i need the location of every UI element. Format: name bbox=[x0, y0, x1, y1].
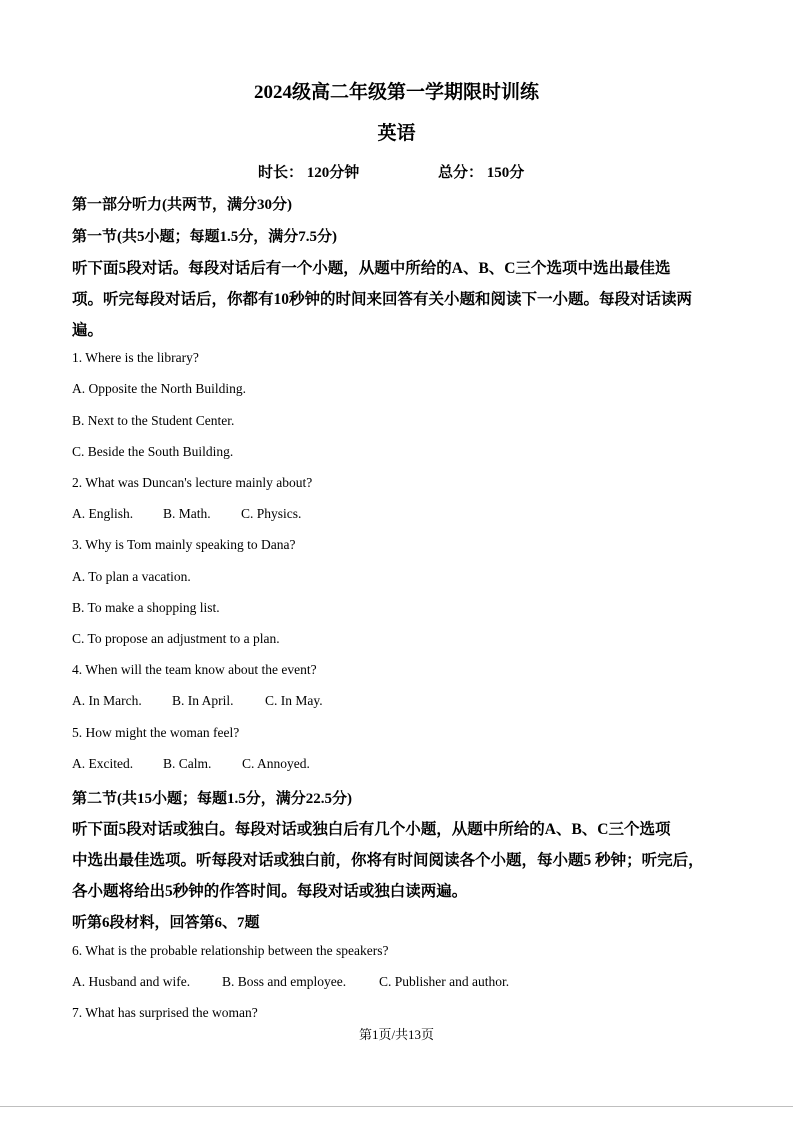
q3-option-b: B. To make a shopping list. bbox=[72, 600, 220, 615]
q6-option-c: C. Publisher and author. bbox=[379, 974, 510, 989]
section2-instruction-line: 各小题将给出5秒钟的作答时间。每段对话或独白读两遍。 bbox=[72, 883, 468, 900]
q1-option-c: C. Beside the South Building. bbox=[72, 444, 234, 459]
q3-option-c: C. To propose an adjustment to a plan. bbox=[72, 631, 280, 646]
question-3: 3. Why is Tom mainly speaking to Dana? bbox=[72, 537, 296, 552]
q2-option-b: B. Math. bbox=[163, 506, 211, 521]
q1-option-a: A. Opposite the North Building. bbox=[72, 381, 246, 396]
section1-instruction-line: 遍。 bbox=[72, 322, 104, 339]
q6-option-a: A. Husband and wife. bbox=[72, 974, 191, 989]
part1-heading: 第一部分听力(共两节，满分30分) bbox=[72, 197, 292, 213]
material-6-heading: 听第6段材料，回答第6、7题 bbox=[72, 915, 260, 931]
q1-option-b: B. Next to the Student Center. bbox=[72, 413, 235, 428]
section1-instruction-line: 项。听完每段对话后，你都有10秒钟的时间来回答有关小题和阅读下一小题。每段对话读两 bbox=[72, 291, 693, 308]
q5-option-c: C. Annoyed. bbox=[242, 756, 310, 771]
exam-total-score: 总分： 150分 bbox=[438, 165, 525, 181]
q2-option-a: A. English. bbox=[72, 506, 134, 521]
question-2: 2. What was Duncan's lecture mainly about? bbox=[72, 475, 313, 490]
q4-options bbox=[72, 693, 323, 709]
question-7: 7. What has surprised the woman? bbox=[72, 1005, 258, 1020]
section2-instruction-line: 听下面5段对话或独白。每段对话或独白后有几个小题，从题中所给的A、B、C三个选项 bbox=[72, 821, 671, 838]
q5-options bbox=[72, 756, 310, 772]
exam-title: 2024级高二年级第一学期限时训练 bbox=[253, 82, 539, 103]
question-6: 6. What is the probable relationship between the speakers? bbox=[72, 943, 389, 958]
q4-option-a: A. In March. bbox=[72, 693, 142, 708]
question-1: 1. Where is the library? bbox=[72, 350, 199, 365]
q4-option-b: B. In April. bbox=[172, 693, 234, 708]
question-5: 5. How might the woman feel? bbox=[72, 725, 240, 740]
q2-option-c: C. Physics. bbox=[241, 506, 302, 521]
q5-option-b: B. Calm. bbox=[163, 756, 212, 771]
q5-option-a: A. Excited. bbox=[72, 756, 134, 771]
section1-instruction-line: 听下面5段对话。每段对话后有一个小题，从题中所给的A、B、C三个选项中选出最佳选 bbox=[72, 260, 671, 277]
page-number: 第1页/共13页 bbox=[358, 1027, 435, 1042]
question-4: 4. When will the team know about the event? bbox=[72, 662, 317, 677]
q3-option-a: A. To plan a vacation. bbox=[72, 569, 191, 584]
q4-option-c: C. In May. bbox=[265, 693, 323, 708]
subject-title: 英语 bbox=[377, 123, 416, 144]
section2-heading: 第二节(共15小题；每题1.5分，满分22.5分) bbox=[72, 791, 352, 807]
section1-heading: 第一节(共5小题；每题1.5分，满分7.5分) bbox=[72, 229, 337, 245]
page-bottom-divider bbox=[0, 1106, 793, 1107]
section2-instruction-line: 中选出最佳选项。听每段对话或独白前，你将有时间阅读各个小题，每小题5 秒钟；听完后， bbox=[72, 852, 704, 869]
exam-duration: 时长： 120分钟 bbox=[258, 165, 360, 181]
q6-option-b: B. Boss and employee. bbox=[222, 974, 347, 989]
q6-options bbox=[72, 974, 509, 990]
q2-options bbox=[72, 506, 301, 522]
